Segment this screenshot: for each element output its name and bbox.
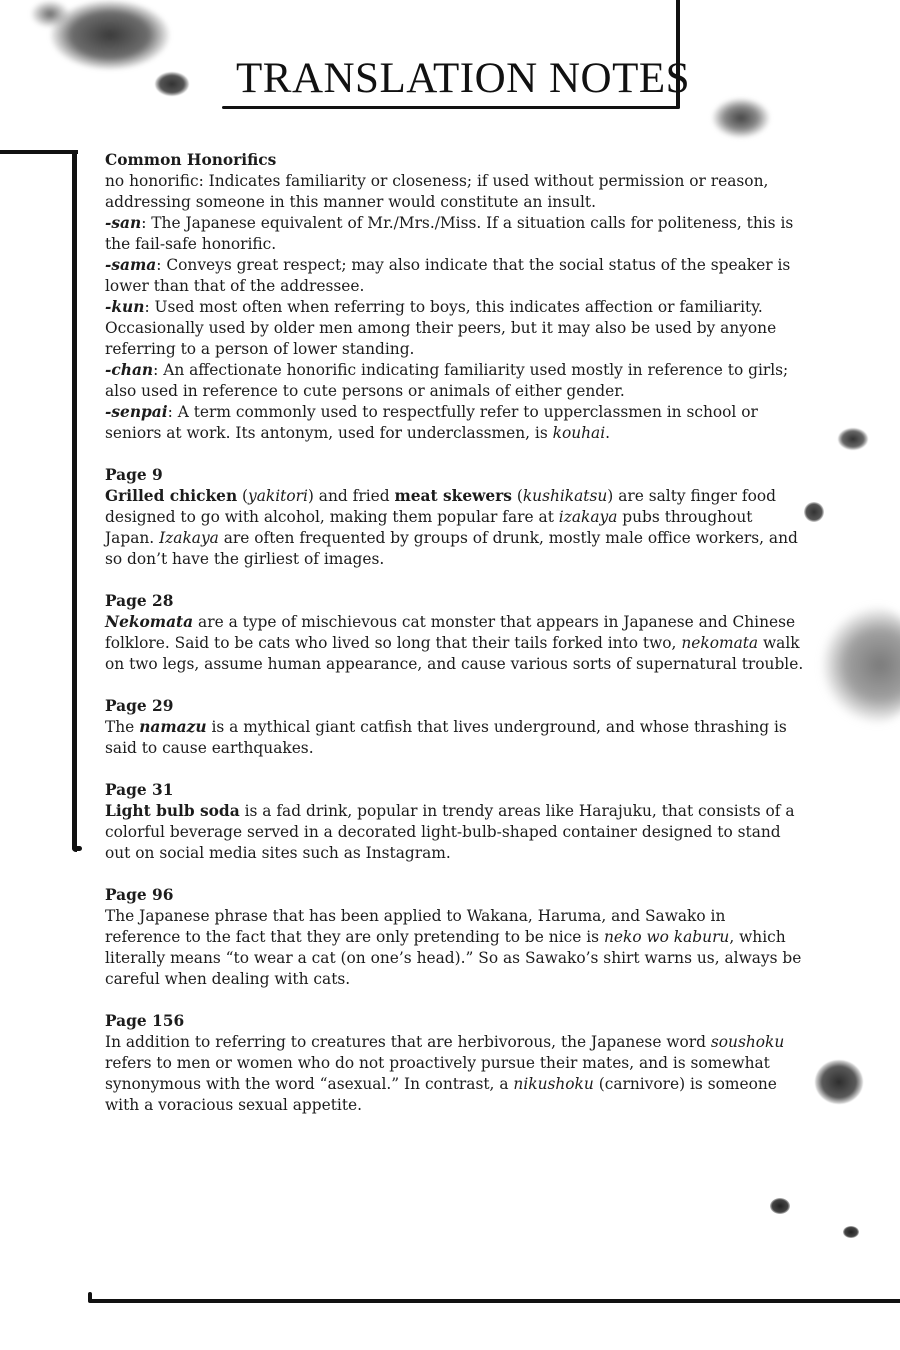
ink-splatter: [804, 502, 824, 522]
honorific-entry: -sama: Conveys great respect; may also indicate that the social status of the speaker is lower than that of the addressee.: [105, 256, 791, 295]
ink-splatter: [838, 428, 868, 450]
honorific-entry: -chan: An affectionate honorific indicating familiarity used mostly in reference to girls; also used in reference to cute persons or animals of either gender.: [105, 361, 789, 400]
page-note: [105, 1011, 805, 1116]
honorific-entry: -san: The Japanese equivalent of Mr./Mrs./Miss. If a situation calls for politeness, this is the fail-safe honorific.: [105, 214, 794, 253]
left-bracket-top: [0, 150, 78, 154]
page-note-heading: Page 28: [105, 592, 174, 610]
ink-splatter: [155, 72, 189, 96]
honorific-term: -kun: [105, 298, 145, 316]
honorific-term: -sama: [105, 256, 157, 274]
page-note: [105, 591, 805, 675]
page-note-heading: Page 9: [105, 466, 163, 484]
ink-splatter: [712, 98, 770, 138]
honorific-term: -senpai: [105, 403, 168, 421]
page-notes-list: [105, 465, 805, 1116]
honorific-entry: -kun: Used most often when referring to boys, this indicates affection or familiarity. Occasionally used by older men among their peers, but it may also be used by anyone referring to a person of lower standing.: [105, 298, 777, 358]
page-note-heading: Page 29: [105, 697, 174, 715]
ink-splatter: [815, 1060, 863, 1104]
bottom-rule: [88, 1299, 900, 1303]
page-title: TRANSLATION NOTES: [236, 55, 691, 102]
page-note-heading: Page 96: [105, 886, 174, 904]
notes-content: [105, 150, 805, 1137]
ink-splatter: [770, 1198, 790, 1214]
page-note-text: Nekomata are a type of mischievous cat monster that appears in Japanese and Chinese folklore. Said to be cats who lived so long that their tails forked into two, nekomata walk on two legs, assume human appearance, and cause various sorts of supernatural trouble.: [105, 613, 804, 673]
page-note: [105, 696, 805, 759]
honorific-entry: no honorific: Indicates familiarity or closeness; if used without permission or reason, addressing someone in this manner would constitute an insult.: [105, 172, 769, 211]
page-note: [105, 465, 805, 570]
ink-splatter: [820, 605, 900, 725]
honorific-term: -san: [105, 214, 142, 232]
page-note-text: The namazu is a mythical giant catfish that lives underground, and whose thrashing is said to cause earthquakes.: [105, 718, 787, 757]
ink-splatter: [843, 1226, 859, 1238]
title-underline: [222, 106, 680, 109]
honorifics-section: [105, 150, 805, 444]
honorifics-heading: Common Honorifics: [105, 151, 277, 169]
honorific-entry: -senpai: A term commonly used to respectfully refer to upperclassmen in school or seniors at work. Its antonym, used for underclassmen, is kouhai.: [105, 403, 758, 442]
page-note: [105, 780, 805, 864]
page-note-text: Light bulb soda is a fad drink, popular in trendy areas like Harajuku, that consists of a colorful beverage served in a decorated light-bulb-shaped container designed to stand out on social media sites such as Instagram.: [105, 802, 795, 862]
page-note-heading: Page 156: [105, 1012, 185, 1030]
page-note-text: Grilled chicken (yakitori) and fried meat skewers (kushikatsu) are salty finger food designed to go with alcohol, making them popular fare at izakaya pubs throughout Japan. Izakaya are often frequented by groups of drunk, mostly male office workers, and so don’t have the girliest of images.: [105, 487, 798, 568]
page-note: [105, 885, 805, 990]
left-bracket: [72, 150, 77, 852]
page-note-text: In addition to referring to creatures that are herbivorous, the Japanese word soushoku refers to men or women who do not proactively pursue their mates, and is somewhat synonymous with the word “asexual.” In contrast, a nikushoku (carnivore) is someone with a voracious sexual appetite.: [105, 1033, 785, 1114]
bottom-rule-tick: [88, 1292, 92, 1302]
left-bracket-foot: [72, 846, 82, 851]
ink-splatter: [30, 0, 70, 28]
page-note-heading: Page 31: [105, 781, 174, 799]
page-note-text: The Japanese phrase that has been applied to Wakana, Haruma, and Sawako in reference to the fact that they are only pretending to be nice is neko wo kaburu, which literally means “to wear a cat (on one’s head).” So as Sawako’s shirt warns us, always be careful when dealing with cats.: [105, 907, 802, 988]
honorific-term: -chan: [105, 361, 154, 379]
